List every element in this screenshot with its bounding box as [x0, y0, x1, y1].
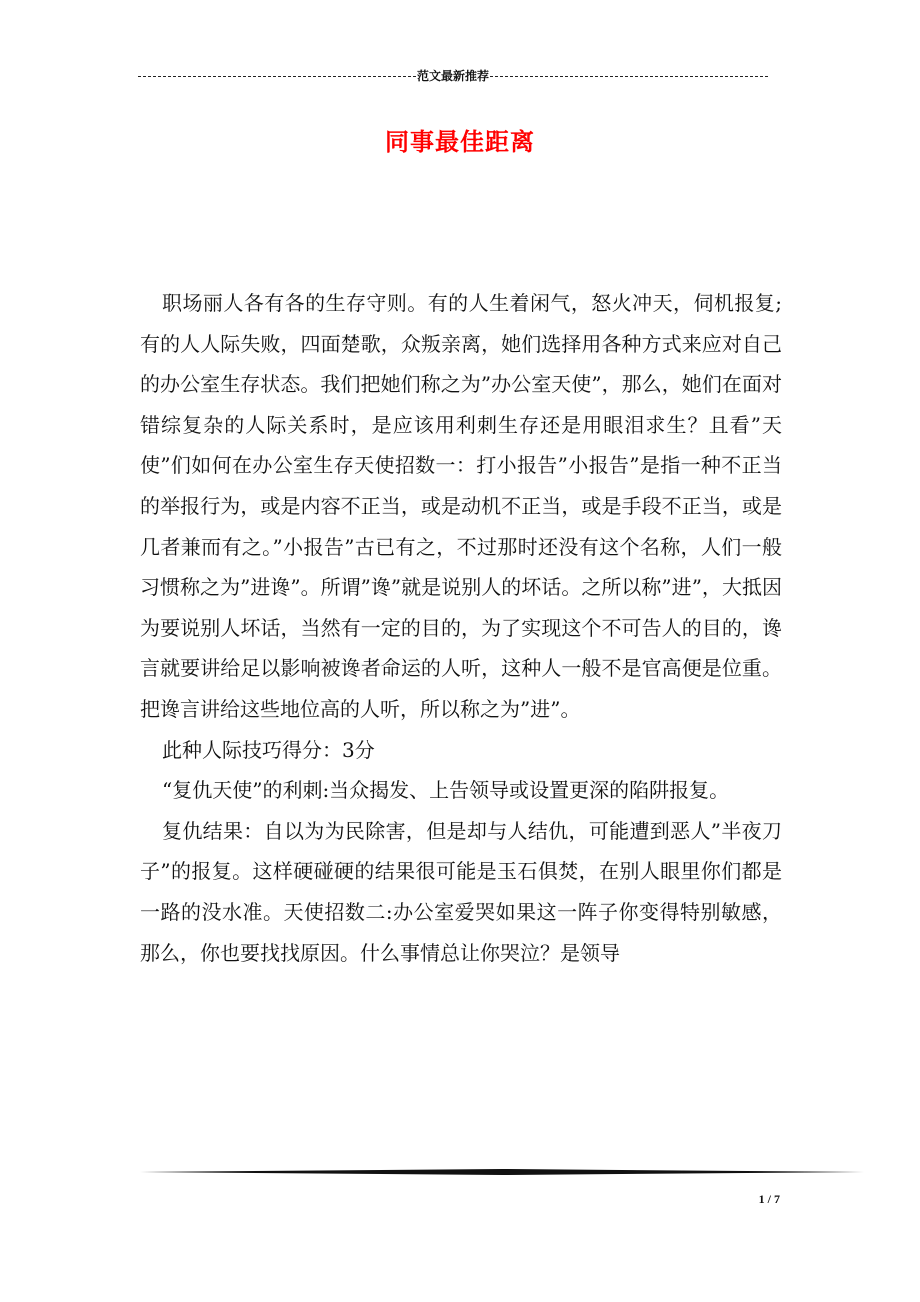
footer-rule: [140, 1169, 864, 1175]
header-dashes-right: [490, 76, 768, 77]
header-label: 范文最新推荐: [417, 69, 490, 83]
paragraph: 复仇结果：自以为为民除害，但是却与人结仇，可能遭到恶人”半夜刀子”的报复。这样硬碰硬的结果很可能是玉石俱焚，在别人眼里你们都是一路的没水准。天使招数二:办公室爱哭如果这一阵子你变得特别敏感，那么，你也要找找原因。什么事情总让你哭泣？是领导: [140, 818, 782, 965]
page-number: 1 / 7: [758, 1192, 780, 1206]
document-title: 同事最佳距离: [385, 127, 535, 156]
document-body: [140, 283, 782, 973]
header-dashes-left: [138, 76, 416, 77]
paragraph: 此种人际技巧得分：3分: [162, 737, 375, 762]
paragraph: “复仇天使”的利刺:当众揭发、上告领导或设置更深的陷阱报复。: [162, 778, 730, 803]
page-header: [138, 66, 768, 86]
paragraph: 职场丽人各有各的生存守则。有的人生着闲气，怒火冲天，伺机报复;有的人人际失败，四面楚歌，众叛亲离，她们选择用各种方式来应对自己的办公室生存状态。我们把她们称之为”办公室天使”，那么，她们在面对错综复杂的人际关系时，是应该用利刺生存还是用眼泪求生？且看”天使”们如何在办公室生存天使招数一：打小报告”小报告”是指一种不正当的举报行为，或是内容不正当，或是动机不正当，或是手段不正当，或是几者兼而有之。”小报告”古已有之，不过那时还没有这个名称，人们一般习惯称之为”进谗”。所谓”谗”就是说别人的坏话。之所以称”进”，大抵因为要说别人坏话，当然有一定的目的，为了实现这个不可告人的目的，谗言就要讲给足以影响被谗者命运的人听，这种人一般不是官高便是位重。把谗言讲给这些地位高的人听，所以称之为”进”。: [140, 291, 782, 721]
